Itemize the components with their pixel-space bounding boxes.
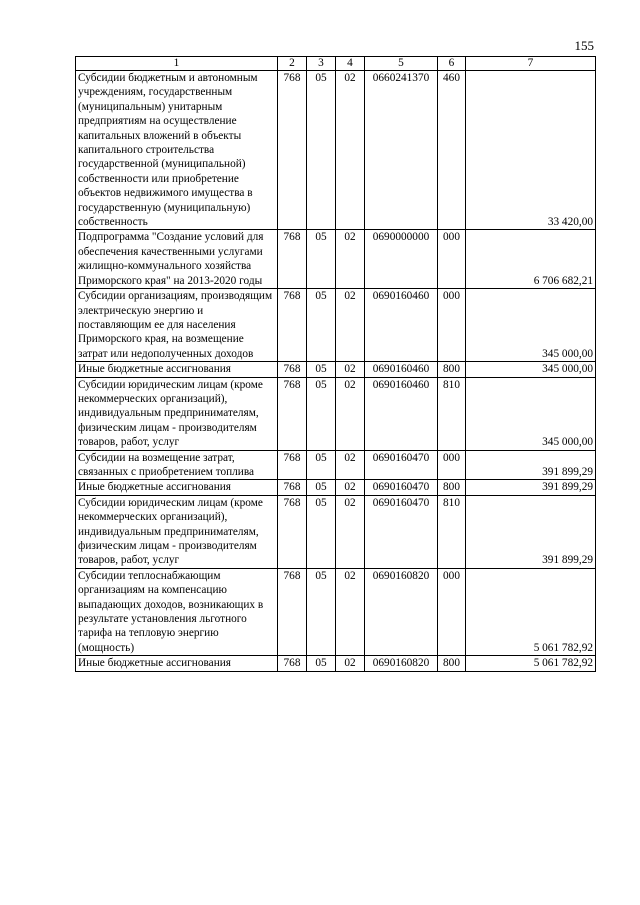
table-row [76, 377, 596, 450]
row-amount: 345 000,00 [466, 362, 596, 377]
table-row [76, 230, 596, 289]
row-code-2: 768 [278, 480, 307, 495]
row-code-6: 000 [438, 230, 466, 289]
row-code-4: 02 [336, 289, 365, 362]
row-code-2: 768 [278, 495, 307, 568]
row-amount: 33 420,00 [466, 71, 596, 230]
row-code-6: 800 [438, 480, 466, 495]
row-code-4: 02 [336, 450, 365, 480]
table-row [76, 568, 596, 655]
row-code-5: 0690160460 [365, 362, 438, 377]
column-header: 7 [466, 57, 596, 71]
row-code-2: 768 [278, 289, 307, 362]
row-code-3: 05 [307, 480, 336, 495]
table-header-row [76, 57, 596, 71]
row-code-2: 768 [278, 377, 307, 450]
row-name: Подпрограмма "Создание условий для обеспечения качественными услугами жилищно-коммунального хозяйства Приморского края" на 2013-2020 годы [76, 230, 278, 289]
row-amount: 5 061 782,92 [466, 568, 596, 655]
row-amount: 391 899,29 [466, 495, 596, 568]
row-code-2: 768 [278, 450, 307, 480]
row-code-2: 768 [278, 568, 307, 655]
row-code-3: 05 [307, 495, 336, 568]
row-code-6: 810 [438, 495, 466, 568]
row-code-3: 05 [307, 377, 336, 450]
row-code-6: 800 [438, 656, 466, 671]
row-code-3: 05 [307, 71, 336, 230]
table-row [76, 71, 596, 230]
column-header: 6 [438, 57, 466, 71]
column-header: 3 [307, 57, 336, 71]
row-code-6: 000 [438, 568, 466, 655]
row-code-4: 02 [336, 230, 365, 289]
row-name: Субсидии организациям, производящим электрическую энергию и поставляющим ее для населения Приморского края, на возмещение затрат или недополученных доходов [76, 289, 278, 362]
row-code-4: 02 [336, 71, 365, 230]
table-body [76, 71, 596, 672]
row-amount: 391 899,29 [466, 480, 596, 495]
page-number: 155 [574, 38, 594, 53]
row-code-6: 810 [438, 377, 466, 450]
column-header: 5 [365, 57, 438, 71]
row-name: Субсидии юридическим лицам (кроме некоммерческих организаций), индивидуальным предпринимателям, физическим лицам - производителям товаров, работ, услуг [76, 377, 278, 450]
row-code-4: 02 [336, 495, 365, 568]
row-name: Субсидии юридическим лицам (кроме некоммерческих организаций), индивидуальным предпринимателям, физическим лицам - производителям товаров, работ, услуг [76, 495, 278, 568]
row-code-4: 02 [336, 377, 365, 450]
row-code-5: 0690160470 [365, 450, 438, 480]
budget-table [75, 56, 596, 672]
row-name: Субсидии на возмещение затрат, связанных с приобретением топлива [76, 450, 278, 480]
row-code-3: 05 [307, 450, 336, 480]
row-code-5: 0660241370 [365, 71, 438, 230]
row-code-4: 02 [336, 568, 365, 655]
row-name: Иные бюджетные ассигнования [76, 362, 278, 377]
row-code-5: 0690160460 [365, 377, 438, 450]
row-code-3: 05 [307, 568, 336, 655]
row-code-3: 05 [307, 656, 336, 671]
table-row [76, 656, 596, 671]
row-code-5: 0690000000 [365, 230, 438, 289]
column-header: 4 [336, 57, 365, 71]
row-code-2: 768 [278, 230, 307, 289]
row-code-6: 800 [438, 362, 466, 377]
row-name: Иные бюджетные ассигнования [76, 656, 278, 671]
table-row [76, 362, 596, 377]
table-row [76, 480, 596, 495]
row-code-2: 768 [278, 656, 307, 671]
row-name: Субсидии теплоснабжающим организациям на компенсацию выпадающих доходов, возникающих в результате установления льготного тарифа на тепловую энергию (мощность) [76, 568, 278, 655]
row-code-4: 02 [336, 656, 365, 671]
column-header: 2 [278, 57, 307, 71]
row-name: Субсидии бюджетным и автономным учреждениям, государственным (муниципальным) унитарным предприятиям на осуществление капитальных вложений в объекты капитального строительства государственной (муниципальной) собственности или приобретение объектов недвижимого имущества в государственную (муниципальную) собственность [76, 71, 278, 230]
row-amount: 6 706 682,21 [466, 230, 596, 289]
row-code-4: 02 [336, 362, 365, 377]
table-row [76, 495, 596, 568]
row-name: Иные бюджетные ассигнования [76, 480, 278, 495]
column-header: 1 [76, 57, 278, 71]
row-amount: 345 000,00 [466, 377, 596, 450]
row-code-5: 0690160820 [365, 656, 438, 671]
row-code-2: 768 [278, 362, 307, 377]
row-amount: 5 061 782,92 [466, 656, 596, 671]
row-code-3: 05 [307, 230, 336, 289]
table-row [76, 289, 596, 362]
row-code-3: 05 [307, 362, 336, 377]
row-code-6: 000 [438, 289, 466, 362]
row-code-3: 05 [307, 289, 336, 362]
row-code-5: 0690160470 [365, 495, 438, 568]
table-row [76, 450, 596, 480]
row-code-2: 768 [278, 71, 307, 230]
row-code-6: 460 [438, 71, 466, 230]
row-code-4: 02 [336, 480, 365, 495]
row-amount: 391 899,29 [466, 450, 596, 480]
row-code-5: 0690160820 [365, 568, 438, 655]
row-code-5: 0690160460 [365, 289, 438, 362]
row-code-6: 000 [438, 450, 466, 480]
row-amount: 345 000,00 [466, 289, 596, 362]
row-code-5: 0690160470 [365, 480, 438, 495]
